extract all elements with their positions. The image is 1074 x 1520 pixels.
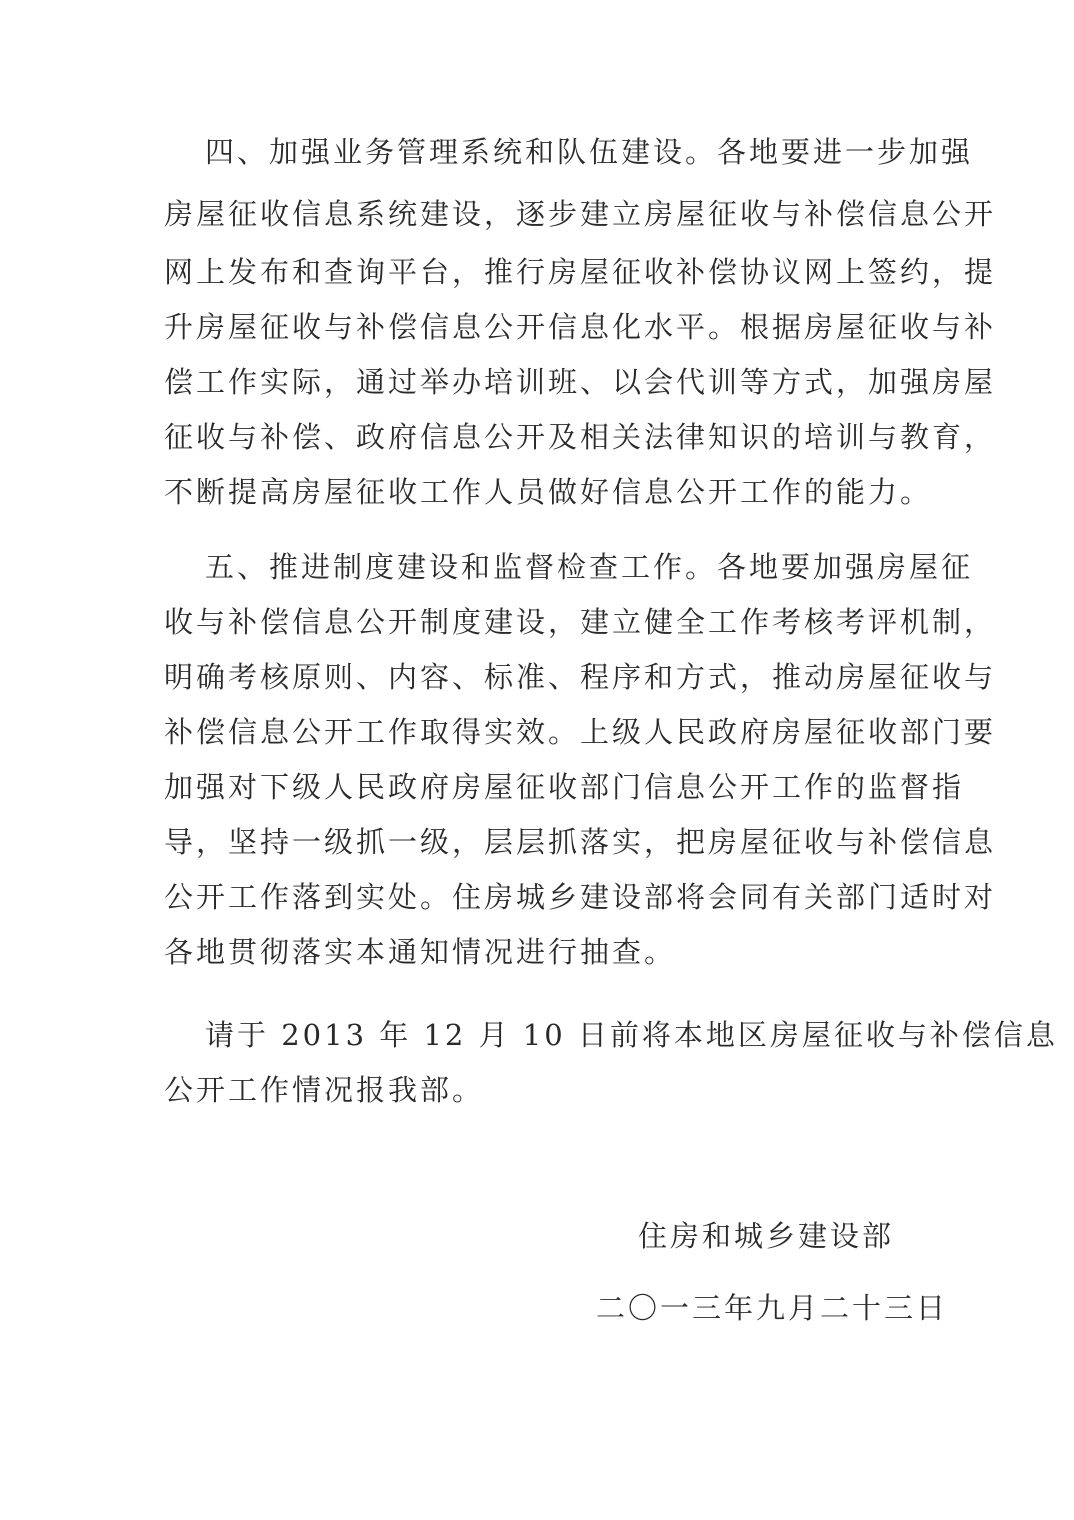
paragraph-line: 各地贯彻落实本通知情况进行抽查。 [164, 935, 677, 969]
issue-date: 二〇一三年九月二十三日 [596, 1291, 949, 1325]
paragraph-line: 加强对下级人民政府房屋征收部门信息公开工作的监督指 [164, 770, 965, 804]
paragraph-line: 公开工作落到实处。住房城乡建设部将会同有关部门适时对 [164, 880, 997, 914]
paragraph-line: 五、推进制度建设和监督检查工作。各地要加强房屋征 [205, 550, 974, 584]
paragraph-line: 升房屋征收与补偿信息公开信息化水平。根据房屋征收与补 [164, 310, 997, 344]
paragraph-line: 偿工作实际，通过举办培训班、以会代训等方式，加强房屋 [164, 365, 997, 399]
paragraph-line: 房屋征收信息系统建设，逐步建立房屋征收与补偿信息公开 [164, 197, 997, 231]
issuing-organization: 住房和城乡建设部 [638, 1219, 895, 1253]
paragraph-line: 不断提高房屋征收工作人员做好信息公开工作的能力。 [164, 475, 933, 509]
paragraph-line: 请于 2013 年 12 月 10 日前将本地区房屋征收与补偿信息 [205, 1018, 1058, 1052]
paragraph-line: 明确考核原则、内容、标准、程序和方式，推动房屋征收与 [164, 660, 997, 694]
paragraph-line: 补偿信息公开工作取得实效。上级人民政府房屋征收部门要 [164, 715, 997, 749]
paragraph-line: 征收与补偿、政府信息公开及相关法律知识的培训与教育， [164, 420, 997, 454]
paragraph-line: 公开工作情况报我部。 [164, 1073, 485, 1107]
paragraph-line: 网上发布和查询平台，推行房屋征收补偿协议网上签约，提 [164, 255, 997, 289]
paragraph-line: 收与补偿信息公开制度建设，建立健全工作考核考评机制， [164, 605, 997, 639]
paragraph-line: 导，坚持一级抓一级，层层抓落实，把房屋征收与补偿信息 [164, 825, 997, 859]
paragraph-line: 四、加强业务管理系统和队伍建设。各地要进一步加强 [205, 135, 974, 169]
